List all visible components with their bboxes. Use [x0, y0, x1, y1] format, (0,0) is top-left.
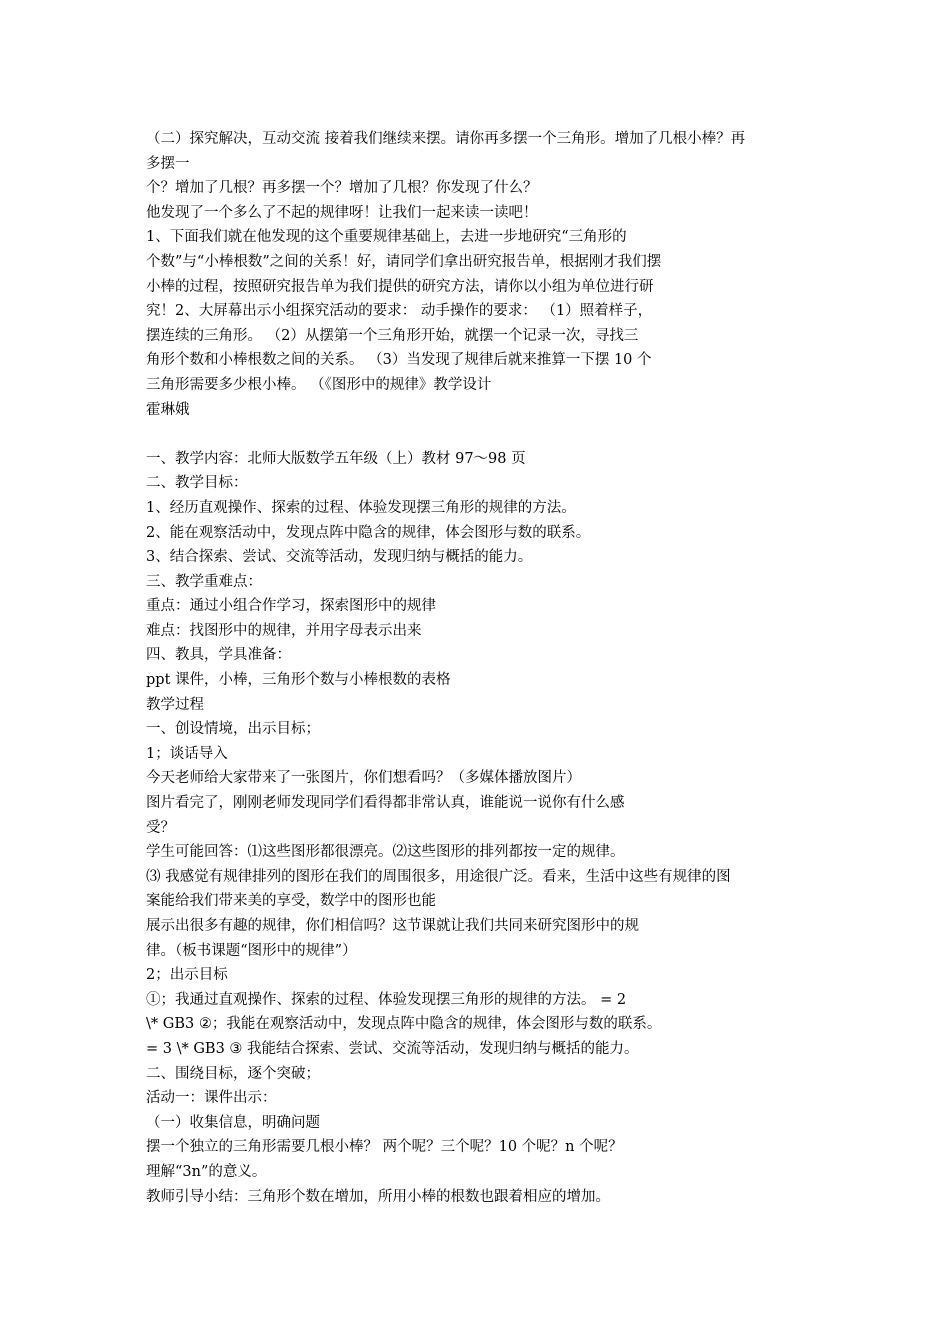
section-heading: 四、教具，学具准备： — [146, 647, 291, 664]
text-line: ⑶ 我感觉有规律排列的图形在我们的周围很多，用途很广泛。看来，生活中这些有规律的图 — [146, 868, 731, 885]
author-line: 霍琳娥 — [146, 401, 190, 418]
document-body — [146, 127, 816, 1209]
text-line: 难点：找图形中的规律，并用字母表示出来 — [146, 622, 422, 639]
blank-line — [146, 422, 816, 447]
text-line: 个？增加了几根？再多摆一个？增加了几根？你发现了什么？ — [146, 180, 538, 197]
text-line: 摆一个独立的三角形需要几根小棒？ 两个呢？三个呢？10 个呢？n 个呢？ — [146, 1139, 623, 1156]
text-line: 角形个数和小棒根数之间的关系。 （3）当发现了规律后就来推算一下摆 10 个 — [146, 352, 652, 369]
text-line: 3、结合探索、尝试、交流等活动，发现归纳与概括的能力。 — [146, 549, 533, 566]
section-heading: 一、创设情境，出示目标； — [146, 721, 320, 738]
text-line: 律。（板书课题“图形中的规律”） — [146, 942, 357, 959]
text-line: 理解“3n”的意义。 — [146, 1163, 267, 1180]
text-line: 重点：通过小组合作学习，探索图形中的规律 — [146, 598, 436, 615]
text-line: 图片看完了，刚刚老师发现同学们看得都非常认真，谁能说一说你有什么感 — [146, 795, 625, 812]
text-line: （一）收集信息，明确问题 — [146, 1114, 320, 1131]
text-line: 小棒的过程，按照研究报告单为我们提供的研究方法，请你以小组为单位进行研 — [146, 278, 654, 295]
text-line: 摆连续的三角形。 （2）从摆第一个三角形开始，就摆一个记录一次，寻找三 — [146, 327, 639, 344]
text-line: 案能给我们带来美的享受，数学中的图形也能 — [146, 893, 436, 910]
text-line: 教师引导小结：三角形个数在增加，所用小棒的根数也跟着相应的增加。 — [146, 1188, 610, 1205]
text-line: 个数”与“小棒根数”之间的关系！好，请同学们拿出研究报告单，根据刚才我们摆 — [146, 253, 662, 270]
text-line: 究！2、大屏幕出示小组探究活动的要求： 动手操作的要求： （1）照着样子， — [146, 303, 653, 320]
text-line: 2；出示目标 — [146, 967, 228, 984]
text-line: 展示出很多有趣的规律，你们相信吗？这节课就让我们共同来研究图形中的规 — [146, 918, 639, 934]
section-heading: 三、教学重难点： — [146, 573, 262, 590]
text-line: 活动一：课件出示： — [146, 1090, 277, 1107]
text-line: 他发现了一个多么了不起的规律呀！让我们一起来读一读吧！ — [146, 204, 538, 221]
section-heading: 教学过程 — [146, 696, 204, 713]
text-line: ①；我通过直观操作、探索的过程、体验发现摆三角形的规律的方法。 = 2 — [146, 991, 627, 1008]
text-line: 1；谈话导入 — [146, 745, 228, 762]
text-line: （二）探究解决，互动交流 接着我们继续来摆。请你再多摆一个三角形。增加了几根小棒？再 — [146, 131, 746, 147]
text-line: 多摆一 — [146, 155, 190, 172]
text-line: 1、下面我们就在他发现的这个重要规律基础上，去进一步地研究“三角形的 — [146, 229, 627, 246]
section-heading: 二、围绕目标，逐个突破； — [146, 1065, 320, 1082]
section-heading: 一、教学内容：北师大版数学五年级（上）教材 97～98 页 — [146, 450, 526, 467]
text-line: ppt 课件，小棒，三角形个数与小棒根数的表格 — [146, 672, 451, 689]
text-line: 三角形需要多少根小棒。 （《图形中的规律》教学设计 — [146, 376, 492, 393]
text-line: 学生可能回答：⑴这些图形都很漂亮。⑵这些图形的排列都按一定的规律。 — [146, 844, 625, 861]
text-line: = 3 \* GB3 ③ 我能结合探索、尝试、交流等活动，发现归纳与概括的能力。 — [146, 1040, 639, 1057]
text-line: 1、经历直观操作、探索的过程、体验发现摆三角形的规律的方法。 — [146, 499, 576, 516]
text-line: \* GB3 ②；我能在观察活动中，发现点阵中隐含的规律，体会图形与数的联系。 — [146, 1016, 662, 1033]
text-line: 今天老师给大家带来了一张图片，你们想看吗？（多媒体播放图片） — [146, 770, 581, 787]
text-line: 2、能在观察活动中，发现点阵中隐含的规律，体会图形与数的联系。 — [146, 524, 591, 541]
text-line: 受？ — [146, 819, 175, 836]
section-heading: 二、教学目标： — [146, 475, 248, 492]
